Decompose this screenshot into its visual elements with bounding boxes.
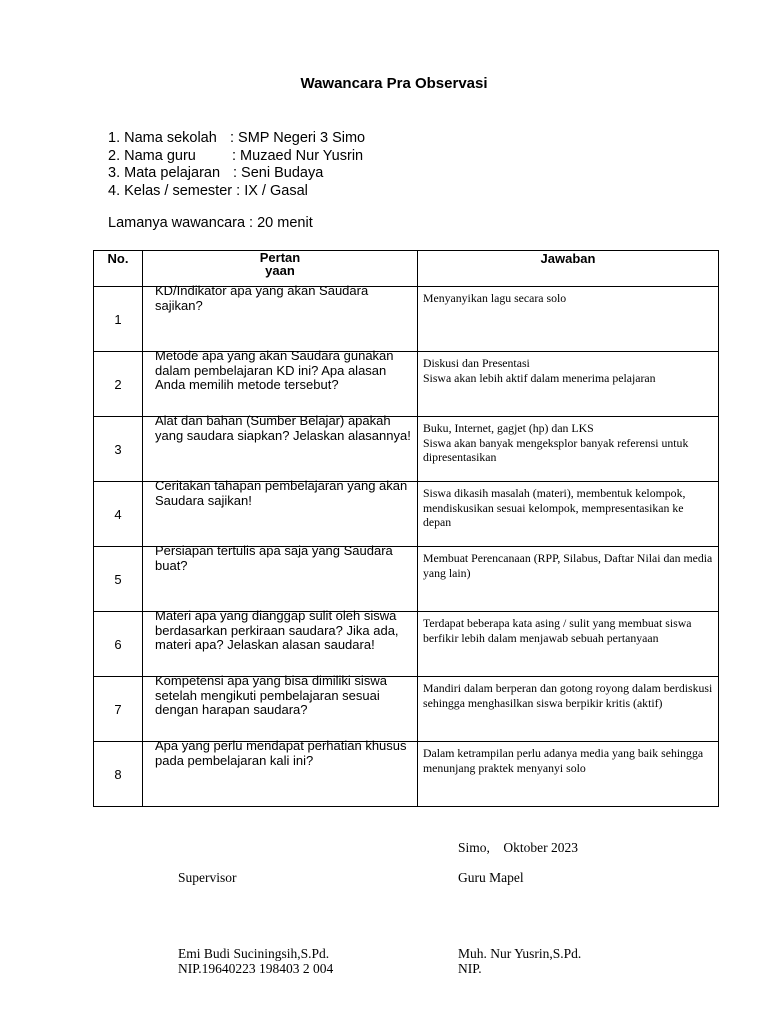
table-row — [94, 742, 719, 807]
info-value: : SMP Negeri 3 Simo — [230, 130, 366, 146]
table-row — [94, 352, 719, 417]
row-number: 4 — [94, 482, 143, 547]
question-text: Metode apa yang akan Saudara gunakan dalam pembelajaran KD ini? Apa alasan Anda memilih metode tersebut? — [155, 348, 394, 392]
row-question — [143, 283, 418, 352]
table-row — [94, 547, 719, 612]
info-label: 2. Nama guru — [108, 147, 196, 164]
table-header-row — [94, 251, 719, 287]
row-answer: Terdapat beberapa kata asing / sulit yang membuat siswa berfikir lebih dalam menjawab sebuah pertanyaan — [418, 612, 719, 677]
row-question — [143, 608, 418, 677]
header-question-label: Pertanyaan — [259, 250, 301, 278]
question-text: Kompetensi apa yang bisa dimiliki siswa setelah mengikuti pembelajaran sesuai dengan harapan saudara? — [155, 673, 387, 717]
row-question — [143, 738, 418, 807]
row-answer: Diskusi dan Presentasi Siswa akan lebih aktif dalam menerima pelajaran — [418, 352, 719, 417]
question-text: Materi apa yang dianggap sulit oleh siswa berdasarkan perkiraan saudara? Jika ada, materi apa? Jelaskan alasan saudara! — [155, 608, 399, 652]
info-row-teacher — [108, 148, 365, 166]
row-question — [143, 673, 418, 742]
row-number: 8 — [94, 742, 143, 807]
teacher-nip: NIP. — [458, 961, 482, 976]
info-label: 4. Kelas / semester — [108, 182, 233, 199]
info-label: 3. Mata pelajaran — [108, 165, 221, 181]
question-text: KD/Indikator apa yang akan Saudara sajikan? — [155, 283, 369, 313]
info-row-subject — [108, 165, 365, 183]
table-row — [94, 482, 719, 547]
interview-table — [93, 250, 719, 807]
place-date: Simo, Oktober 2023 — [458, 840, 578, 855]
row-number: 5 — [94, 547, 143, 612]
table-row — [94, 612, 719, 677]
row-number: 3 — [94, 417, 143, 482]
row-answer: Menyanyikan lagu secara solo — [418, 287, 719, 352]
info-row-class — [108, 183, 365, 201]
question-text: Alat dan bahan (Sumber Belajar) apakah yang saudara siapkan? Jelaskan alasannya! — [155, 413, 411, 443]
row-answer: Buku, Internet, gagjet (hp) dan LKS Siswa akan banyak mengeksplor banyak referensi untuk dipresentasikan — [418, 417, 719, 482]
supervisor-role: Supervisor — [178, 870, 237, 885]
document-title: Wawancara Pra Observasi — [300, 75, 488, 92]
row-question — [143, 413, 418, 482]
row-number: 6 — [94, 612, 143, 677]
teacher-name: Muh. Nur Yusrin,S.Pd. — [458, 946, 582, 961]
header-no: No. — [94, 251, 143, 287]
info-value: : IX / Gasal — [236, 182, 308, 199]
row-question — [143, 543, 418, 612]
row-answer: Dalam ketrampilan perlu adanya media yang baik sehingga menunjang praktek menyanyi solo — [418, 742, 719, 807]
header-question — [143, 251, 418, 287]
table-row — [94, 287, 719, 352]
row-number: 2 — [94, 352, 143, 417]
header-answer: Jawaban — [418, 251, 719, 287]
info-label: 1. Nama sekolah — [108, 130, 217, 146]
table-row — [94, 677, 719, 742]
question-text: Persiapan tertulis apa saja yang Saudara buat? — [155, 543, 393, 573]
table-row — [94, 417, 719, 482]
row-question — [143, 348, 418, 417]
row-answer: Mandiri dalam berperan dan gotong royong dalam berdiskusi sehingga menghasilkan siswa berpikir kritis (aktif) — [418, 677, 719, 742]
row-answer: Membuat Perencanaan (RPP, Silabus, Daftar Nilai dan media yang lain) — [418, 547, 719, 612]
identity-block — [108, 130, 365, 200]
row-number: 1 — [94, 287, 143, 352]
info-value: : Muzaed Nur Yusrin — [232, 147, 364, 164]
row-question — [143, 478, 418, 547]
info-value: : Seni Budaya — [233, 165, 324, 181]
row-number: 7 — [94, 677, 143, 742]
teacher-role: Guru Mapel — [458, 870, 524, 885]
question-text: Ceritakan tahapan pembelajaran yang akan Saudara sajikan! — [155, 478, 408, 508]
supervisor-nip: NIP.19640223 198403 2 004 — [178, 961, 334, 976]
info-row-school — [108, 130, 365, 148]
interview-duration: Lamanya wawancara : 20 menit — [108, 215, 313, 231]
supervisor-name: Emi Budi Suciningsih,S.Pd. — [178, 946, 330, 961]
question-text: Apa yang perlu mendapat perhatian khusus pada pembelajaran kali ini? — [155, 738, 407, 768]
row-answer: Siswa dikasih masalah (materi), membentuk kelompok, mendiskusikan sesuai kelompok, mempresentasikan ke depan — [418, 482, 719, 547]
